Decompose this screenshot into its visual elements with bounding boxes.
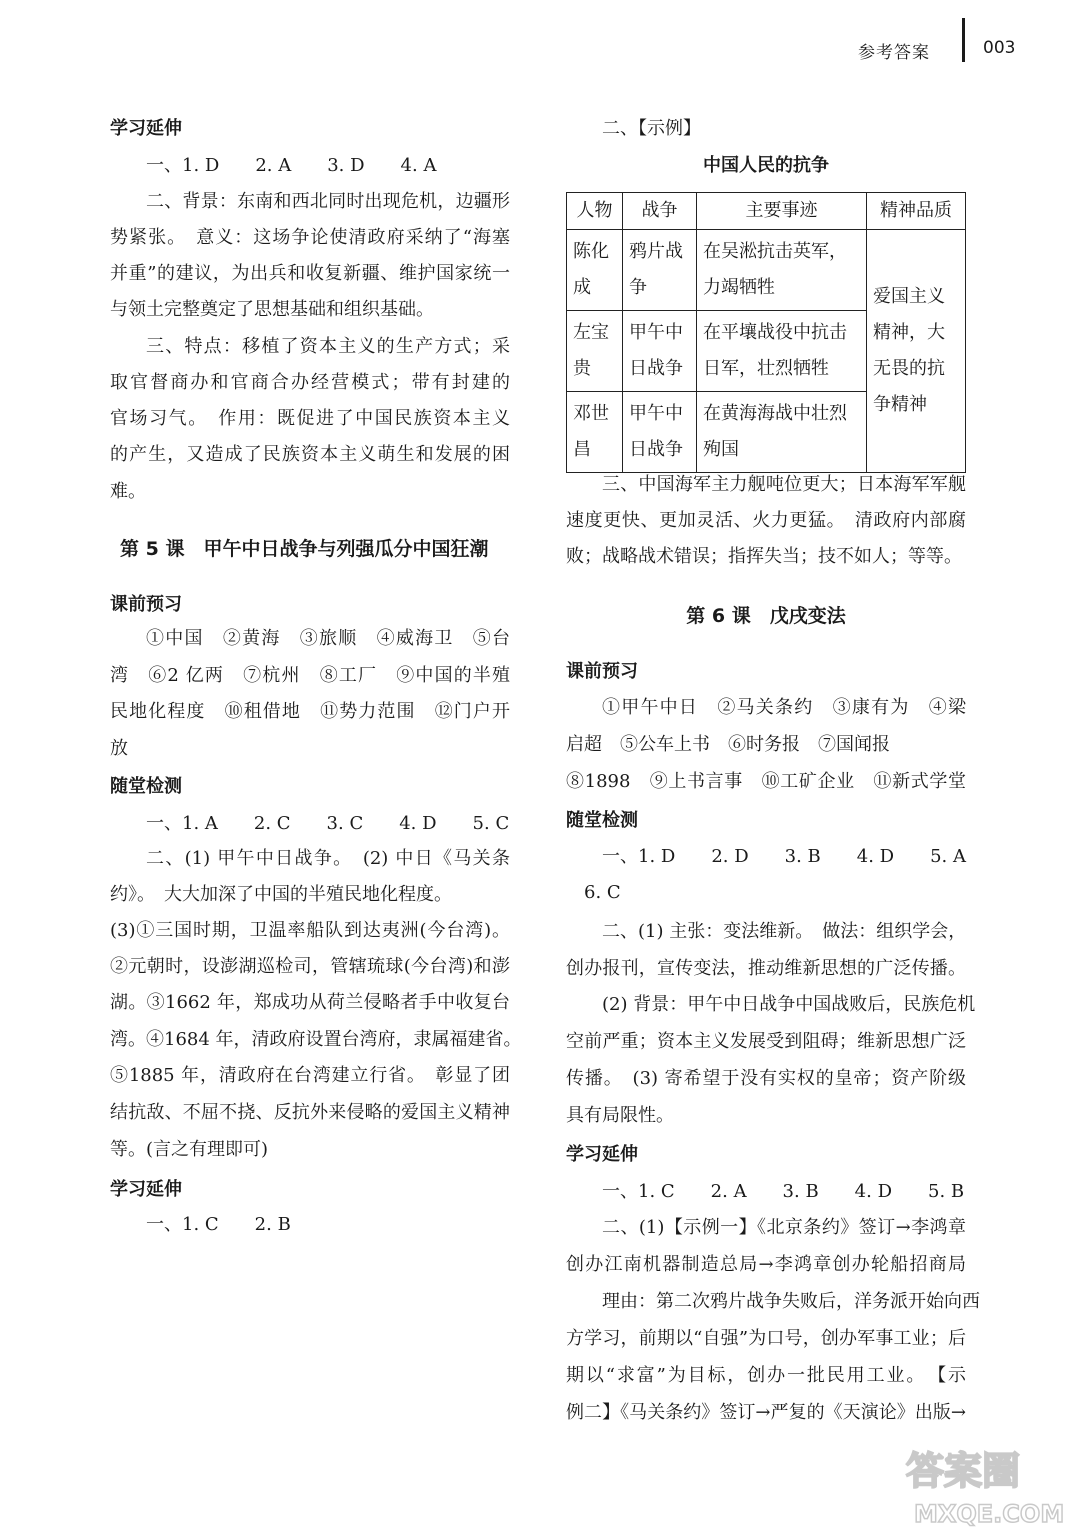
section-title: 课前预习 [566,661,638,682]
answer-line: 二、(1)【示例一】《北京条约》签订→李鸿章 [602,1217,966,1238]
answer-line: (2) 背景：甲午中日战争中国战败后，民族危机 [602,994,976,1015]
answer-line: 三、中国海军主力舰吨位更大；日本海军军舰 [602,474,966,495]
watermark-logo [900,1440,1070,1530]
answer-line: 民地化程度 ⑩租借地 ⑪势力范围 ⑫门户开 [110,701,510,722]
answer-line: 结抗敌、不屈不挠、反抗外来侵略的爱国主义精神 [110,1102,510,1123]
answer-line: 败；战略战术错误；指挥失当；技不如人；等等。 [566,546,962,567]
answer-line: 期以“求富”为目标，创办一批民用工业。 【示 [566,1365,966,1386]
answer-line: 创办江南机器制造总局→李鸿章创办轮船招商局 [566,1254,966,1275]
answer-line: 官场习气。 作用：既促进了中国民族资本主义 [110,408,510,429]
answer-line: 速度更快、更加灵活、火力更猛。 清政府内部腐 [566,510,966,531]
section-title: 课前预习 [110,594,182,615]
answer-line: 启超 ⑤公车上书 ⑥时务报 ⑦国闻报 [566,734,890,755]
answer-line: ⑤1885 年，清政府在台湾建立行省。 彰显了团 [110,1065,510,1086]
answer-line: 具有局限性。 [566,1105,674,1126]
person-cell: 邓世昌 [567,392,623,473]
table-header: 人物 [567,193,623,230]
answer-line: 放 [110,738,128,759]
table-caption: 中国人民的抗争 [703,155,829,176]
answer-line: ①中国 ②黄海 ③旅顺 ④威海卫 ⑤台 [146,628,510,649]
answer-line: 的产生，又造成了民族资本主义萌生和发展的困 [110,444,510,465]
page-number: 003 [983,38,1016,58]
answer-line: 二、背景：东南和西北同时出现危机，边疆形 [146,191,510,212]
watermark-text: 答案圈 [906,1449,1021,1493]
deed-cell: 在平壤战役中抗击日军，壮烈牺牲 [697,311,867,392]
header-divider [962,18,965,62]
answer-line: 取官督商办和官商合办经营模式；带有封建的 [110,372,510,393]
deed-cell: 在吴淞抗击英军，力竭牺牲 [697,230,867,311]
answer-line: 一、1. C 2. A 3. B 4. D 5. B [602,1181,965,1202]
war-cell: 鸦片战争 [623,230,697,311]
resistance-table [566,192,966,473]
table-header: 主要事迹 [697,193,867,230]
answer-line: 创办报刊，宣传变法，推动维新思想的广泛传播。 [566,958,966,979]
answer-line: 湖。③1662 年，郑成功从荷兰侵略者手中收复台 [110,992,510,1013]
section-title: 随堂检测 [110,776,182,797]
answer-line: (3)①三国时期，卫温率船队到达夷洲(今台湾)。 [110,920,510,941]
table-header: 战争 [623,193,697,230]
answer-line: 理由：第二次鸦片战争失败后，洋务派开始向西 [602,1291,980,1312]
answer-line: 等。(言之有理即可) [110,1139,269,1160]
deed-cell: 在黄海海战中壮烈殉国 [697,392,867,473]
table-row [567,230,966,311]
answer-line: 湾 ⑥2 亿两 ⑦杭州 ⑧工厂 ⑨中国的半殖 [110,665,510,686]
person-cell: 陈化成 [567,230,623,311]
spirit-cell: 爱国主义精神，大无畏的抗争精神 [867,230,966,473]
answer-line: 湾。④1684 年，清政府设置台湾府，隶属福建省。 [110,1029,522,1050]
answer-line: 一、1. D 2. D 3. B 4. D 5. A [602,846,966,867]
answer-line: 三、特点：移植了资本主义的生产方式；采 [146,336,510,357]
answer-line: 二、(1) 甲午中日战争。 (2) 中日《马关条 [146,848,510,869]
answer-line: 一、1. A 2. C 3. C 4. D 5. C [146,813,510,834]
answer-line: 一、1. C 2. B [146,1214,291,1235]
person-cell: 左宝贵 [567,311,623,392]
answer-line: 传播。 (3) 寄希望于没有实权的皇帝；资产阶级 [566,1068,966,1089]
answer-line: 方学习，前期以“自强”为口号，创办军事工业；后 [566,1328,966,1349]
header-title: 参考答案 [858,43,930,63]
watermark-url: MXQE.COM [914,1500,1065,1528]
answer-line: 与领土完整奠定了思想基础和组织基础。 [110,299,434,320]
answer-line: 例二】《马关条约》签订→严复的《天演论》出版→ [566,1402,966,1423]
section-title: 学习延伸 [110,118,182,139]
answer-line: ①甲午中日 ②马关条约 ③康有为 ④梁 [602,697,966,718]
table-header-row [567,193,966,230]
answer-line: 6. C [584,882,621,903]
lesson-title: 第 6 课 戊戌变法 [686,605,846,627]
section-title: 随堂检测 [566,810,638,831]
answer-line: 空前严重；资本主义发展受到阻碍；维新思想广泛 [566,1031,966,1052]
answer-line: ⑧1898 ⑨上书言事 ⑩工矿企业 ⑪新式学堂 [566,771,966,792]
answer-line: 难。 [110,481,146,502]
answer-line: ②元朝时，设澎湖巡检司，管辖琉球(今台湾)和澎 [110,956,510,977]
example-label: 二、【示例】 [602,118,701,139]
war-cell: 甲午中日战争 [623,392,697,473]
answer-line: 并重”的建议，为出兵和收复新疆、维护国家统一 [110,263,510,284]
section-title: 学习延伸 [110,1179,182,1200]
answer-line: 势紧张。 意义：这场争论使清政府采纳了“海塞 [110,227,510,248]
answer-line: 二、(1) 主张：变法维新。 做法：组织学会， [602,921,967,942]
answer-line: 一、1. D 2. A 3. D 4. A [146,155,437,176]
table-header: 精神品质 [867,193,966,230]
war-cell: 甲午中日战争 [623,311,697,392]
section-title: 学习延伸 [566,1144,638,1165]
lesson-title: 第 5 课 甲午中日战争与列强瓜分中国狂潮 [120,538,489,560]
answer-line: 约》。 大大加深了中国的半殖民地化程度。 [110,884,452,905]
